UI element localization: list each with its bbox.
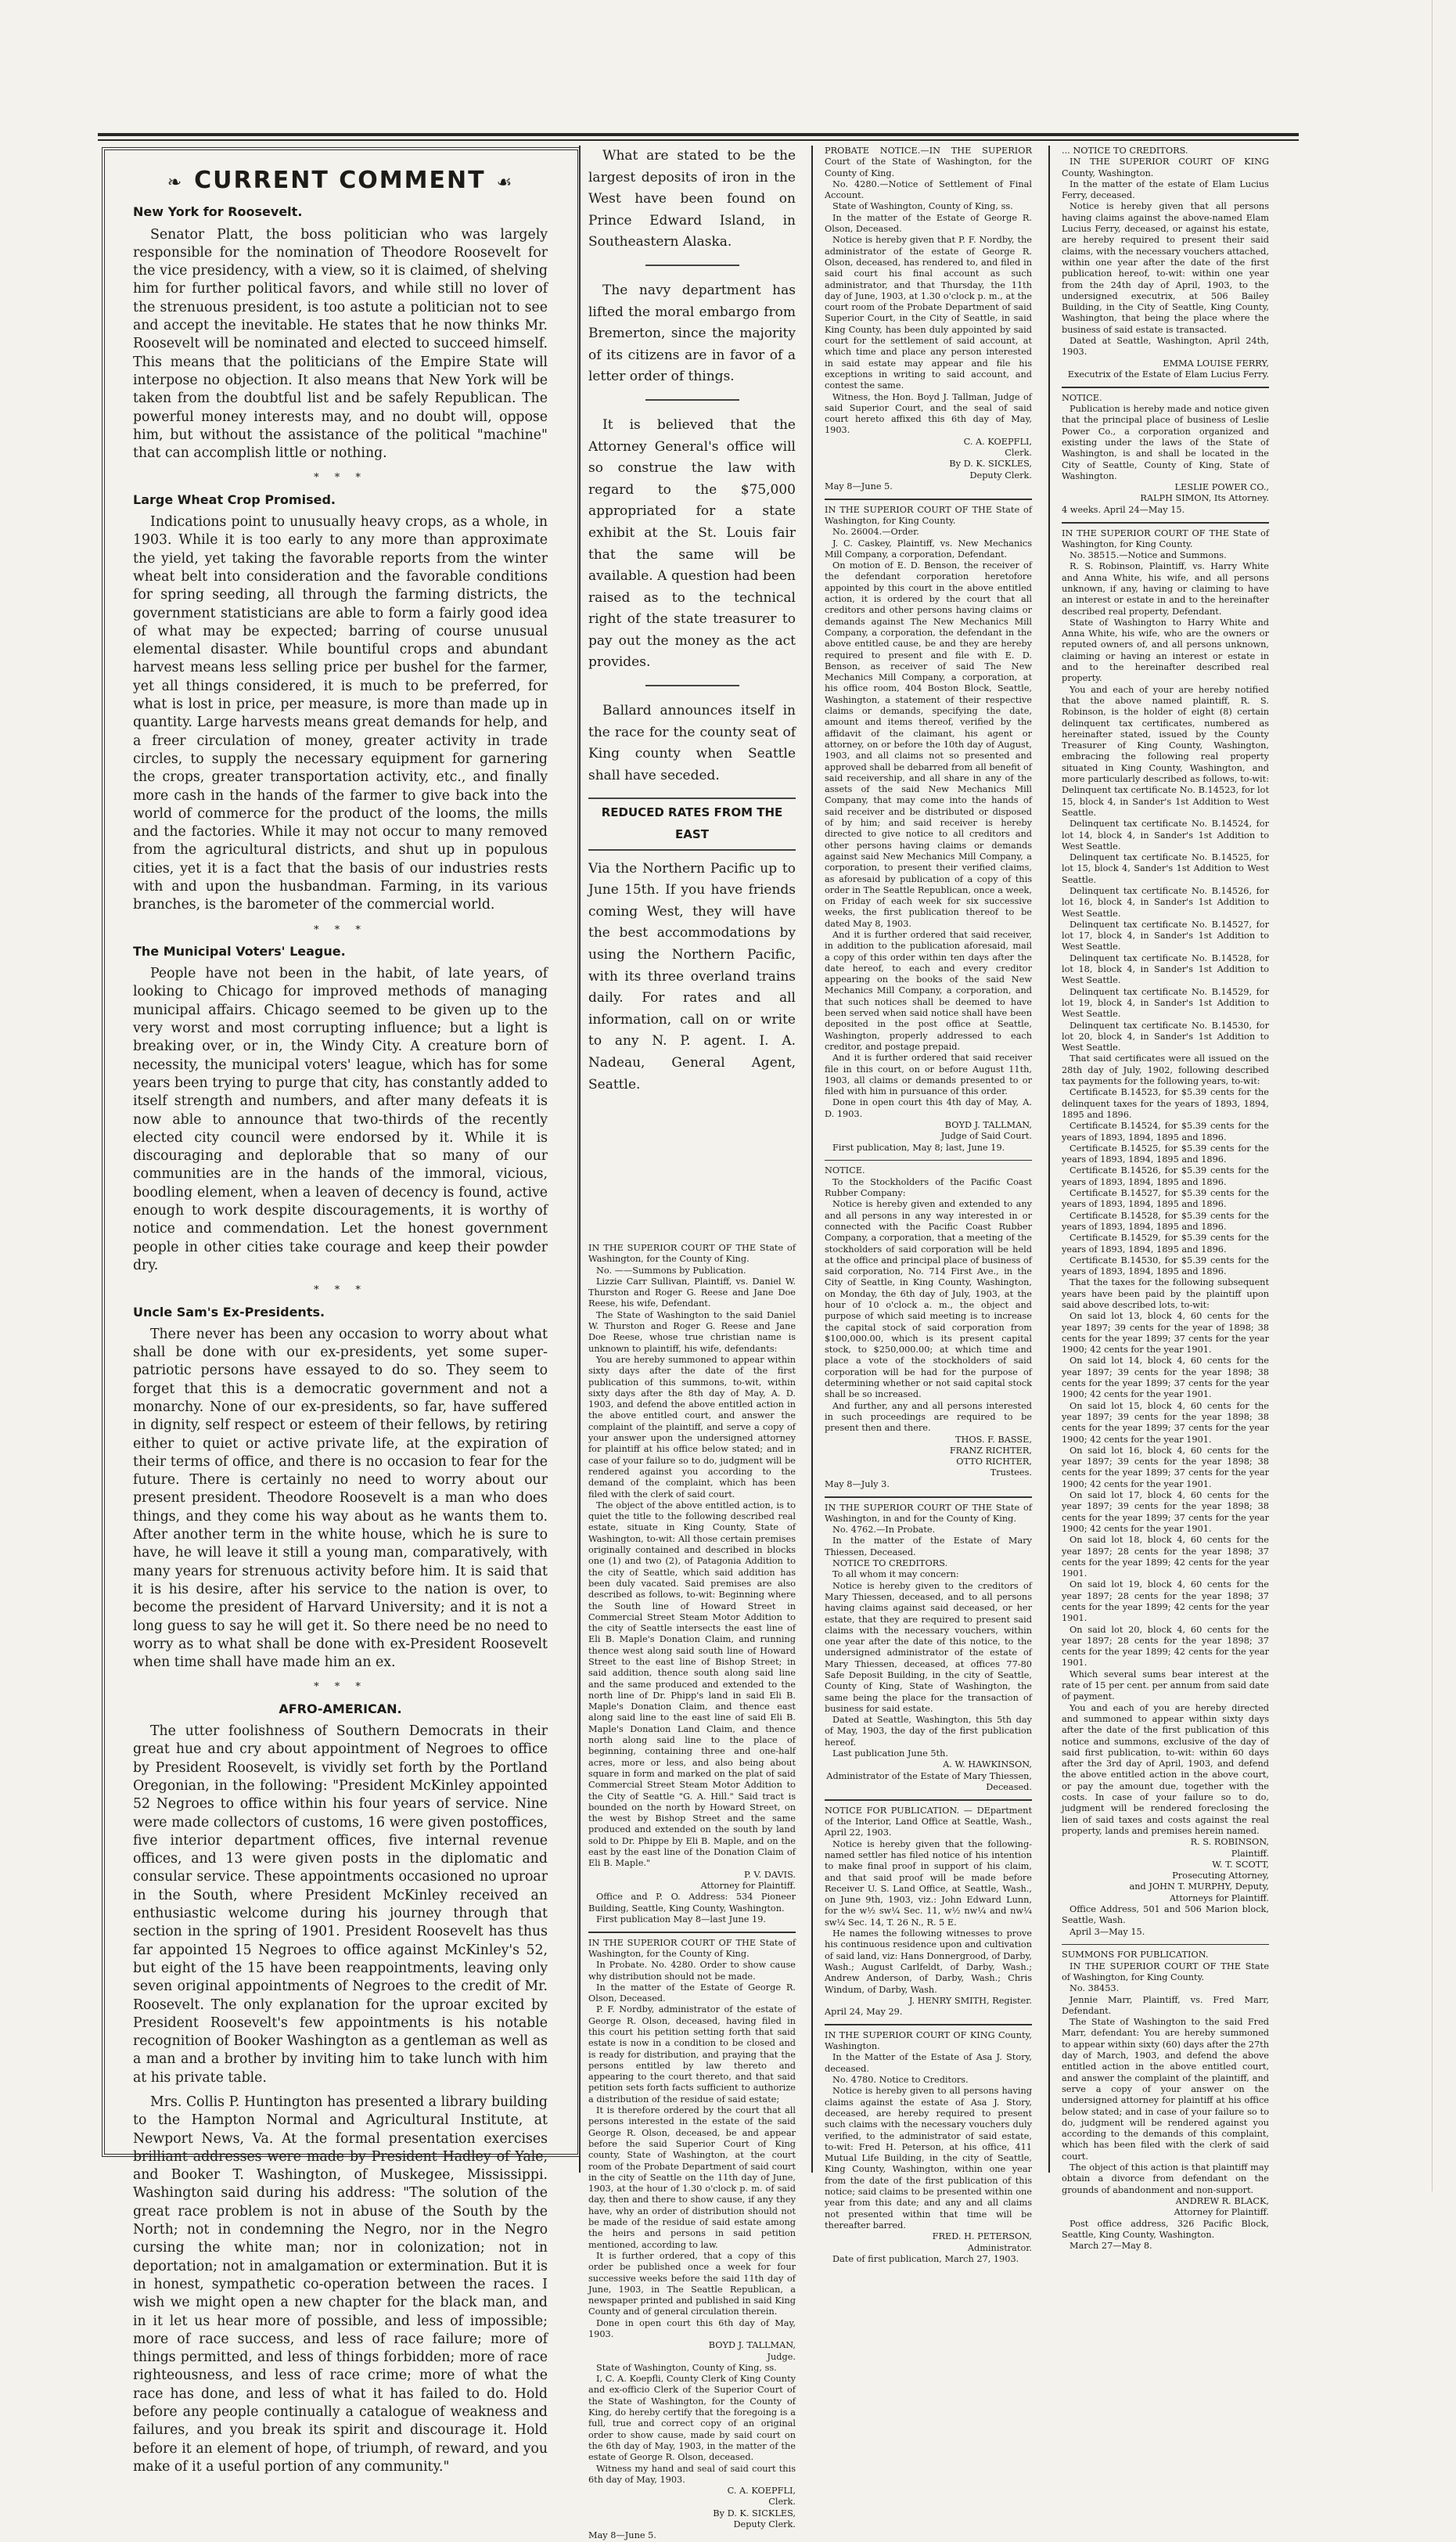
notice-line: Dated at Seattle, Washington, this 5th day of May, 1903, the day of the first publication hereof. [825,1715,1032,1748]
news-item: What are stated to be the largest deposits of iron in the West have been found on Prince Edward Island, in Southeastern Alaska. [588,148,796,250]
notice-signature: ANDREW R. BLACK, [1175,2195,1269,2206]
article-paragraph: Indications point to unusually heavy crops, as a whole, in 1903. While it is too early to any more than approximate the yield, yet taking the favorable reports from the winter wheat belt into consideration and the favorable conditions for spring seeding, all through the farming districts, the government statisticians are able to form a fairly good idea of what may be expected; barring of course unusual elemental disaster. While bountiful crops and abundant harvest means less selling price per bushel for the farmer, yet all things considered, it is much to be preferred, for what is lost in price, per measure, is more than made up in quantity. Large harvests means great demands for help, and a freer circulation of money, greater activity in trade circles, to supply the necessary equipment for garnering the crops, greater transportation activity, etc., and finally more cash in the hands of the farmer to give back into the world of commerce for the product of the looms, the mills and the factories. While it may not occur to many removed from the agricultural districts, and shut up in populous cities, yet it is a fact that the basis of our industries rests with and upon the husbandman. Farming, in its various branches, is the barometer of the commercial world. [133,514,548,913]
notice-line: It is further ordered, that a copy of this order be published once a week for four successive weeks before the said 11th day of June, 1903, in The Seattle Republican, a newspaper printed and published in said King County and of general circulation therein. [588,2250,796,2317]
notice-line: Delinquent tax certificate No. B.14524, for lot 14, block 4, in Sander's 1st Addition to West Seattle. [1062,819,1269,852]
notice-line: IN THE SUPERIOR COURT OF THE State of Washington, for King County. [1062,527,1269,549]
notice-footer: State of Washington, County of King, ss. [596,2362,777,2373]
notice-line: And it is further ordered that said receiver file in this court, on or before August 11th, 1903, all claims or demands presented to or filed with him in pursuance of this order. [825,1053,1032,1097]
news-item: The navy department has lifted the moral embargo from Bremerton, since the majority of its citizens are in favor of a letter order of things. [588,282,796,385]
notice-line: Certificate B.14527, for $5.39 cents for the years of 1893, 1894, 1895 and 1896. [1062,1188,1269,1210]
notice-line: On said lot 13, block 4, 60 cents for the year 1897; 39 cents for the year of 1898; 38 cents for the year 1899; 37 cents for the year 1900; 42 cents for the year 1901. [1062,1311,1269,1356]
short-items-column [588,146,796,1241]
notice-footer: Office Address, 501 and 506 Marion block, Seattle, Wash. [1062,1904,1269,1926]
notice-line: On said lot 19, block 4, 60 cents for the year 1897; 28 cents for the year 1898; 37 cents for the year 1899; 42 cents for the year 1901. [1062,1579,1269,1624]
notice-line: IN THE SUPERIOR COURT OF KING County, Washington. [825,2029,1032,2052]
right-page-edge [1432,0,1433,2191]
notice-footer: Date of first publication, March 27, 1903. [832,2253,1019,2264]
notice-signature: BOYD J. TALLMAN, [944,1120,1032,1131]
notice-line: On said lot 15, block 4, 60 cents for the year 1897; 39 cents for the year 1898; 38 cents for the year 1899; 37 cents for the year 1900; 42 cents for the year 1901. [1062,1400,1269,1445]
notice-line: The State of Washington to the said Daniel W. Thurston and Roger G. Reese and Jane Doe Reese, whose true christian name is unknown to plaintiff, his wife, defendants: [588,1309,796,1354]
news-item: It is believed that the Attorney General's office will so construe the law with regard to the $75,000 appropriated for a state exhibit at the St. Louis fair that the same will be available. A question had been raised as to the technical right of the state treasurer to pay out the money as the act provides. [588,416,796,671]
article-heading: Uncle Sam's Ex-Presidents. [133,1304,325,1320]
top-rule-thick [98,133,1299,136]
news-item: Ballard announces itself in the race for the county seat of King county when Seattle shall have seceded. [588,703,796,783]
ornament-icon: ❧ [167,173,184,193]
notice-signature: Administrator. [967,2242,1032,2253]
notice-signature: THOS. F. BASSE, [954,1434,1032,1445]
notice-line: Last publication June 5th. [832,1748,948,1759]
notice-line: You are hereby summoned to appear within sixty days after the date of the first publication of this summons, to-wit, within sixty days after the 8th day of May, A. D. 1903, and defend the above entitled action in the above entitled court, and answer the complaint of the plaintiff, and serve a copy of your answer upon the undersigned attorney for plaintiff at his office below stated; and in case of your failure so to do, judgment will be rendered against you according to the demand of the complaint, which has been filed with the clerk of said court. [588,1354,796,1500]
short-rule [645,399,739,401]
legal-notices-col3 [825,146,1032,2264]
notice-line: Delinquent tax certificate No. B.14527, for lot 17, block 4, in Sander's 1st Addition to West Seattle. [1062,919,1269,952]
notice-line: No. ——Summons by Publication. [596,1265,746,1276]
notice-line: Certificate B.14524, for $5.39 cents for the years of 1893, 1894, 1895 and 1896. [1062,1121,1269,1143]
notice-signature: J. HENRY SMITH, Register. [908,1995,1032,2006]
notice-line: In the matter of the Estate of George R. Olson, Deceased. [588,1982,796,2004]
notice-line: Notice is hereby given that all persons having claims against the above-named Elam Lucius Ferry, deceased, or against his estate, are hereby required to present their said claims, with the necessary vouchers attached, within one year after the date of the first publication hereof, to-wit: within one year from the 24th day of April, 1903, to the undersigned executrix, at 506 Bailey Building, in the City of Seattle, King County, Washington, that being the place where the business of said estate is transacted. [1062,201,1269,335]
section-stars: * * * [314,1681,367,1694]
notice-signature: C. A. KOEPFLI, [963,436,1032,447]
notice-footer: Office and P. O. Address: 534 Pioneer Building, Seattle, King County, Washington. [588,1892,796,1914]
notice-signature: By D. K. SICKLES, [949,459,1032,470]
notice-line: IN THE SUPERIOR COURT OF THE State of Washington, for the County of King. [588,1937,796,1959]
notice-line: On said lot 20, block 4, 60 cents for the year 1897; 28 cents for the year 1898; 37 cents for the year 1899; 42 cents for the year 1901. [1062,1624,1269,1669]
notice-line: No. 4280.—Notice of Settlement of Final Account. [825,178,1032,201]
notice-footer: March 27—May 8. [1070,2241,1152,2252]
notice-date: April 24, May 29. [825,2007,903,2018]
notice-line: The object of this action is that plaintiff may obtain a divorce from defendant on the grounds of abandonment and non-support. [1062,2162,1269,2195]
notice-signature: P. V. DAVIS. [743,1869,796,1880]
notice-line: That the taxes for the following subsequent years have been paid by the plaintiff upon said above described lots, to-wit: [1062,1277,1269,1310]
notice-line: Delinquent tax certificate No. B.14530, for lot 20, block 4, in Sander's 1st Addition to West Seattle. [1062,1020,1269,1053]
notice-line: On said lot 17, block 4, 60 cents for the year 1897; 39 cents for the year 1898; 38 cents for the year 1899; 37 cents for the year 1900; 42 cents for the year 1901. [1062,1490,1269,1534]
notice-line: You and each of you are hereby directed and summoned to appear within sixty days after the date of the first publication of this notice and summons, exclusive of the day of said first publication, to-wit: within 60 days after the 3rd day of April, 1903, and defend the above entitled action in the above court, or pay the amount due, together with the costs. In case of your failure so to do, judgment will be rendered foreclosing the lien of said taxes and costs against the real property, lands and premises herein named. [1062,1702,1269,1836]
notice-line: Delinquent tax certificate No. B.14526, for lot 16, block 4, in Sander's 1st Addition to West Seattle. [1062,886,1269,919]
notice-line: Certificate B.14526, for $5.39 cents for the years of 1893, 1894, 1895 and 1896. [1062,1165,1269,1187]
current-comment-title: ❧ CURRENT COMMENT ☙ [167,167,514,194]
notice-separator [825,1496,1032,1498]
notice-signature: Trustees. [990,1467,1032,1478]
notice-signature: By D. K. SICKLES, [713,2508,796,2519]
notice-line: And it is further ordered that said receiver, in addition to the publication aforesaid, mail a copy of this order within ten days after the date hereof, to each and every creditor appearing on the books of the said New Mechanics Mill Company, a corporation, and that such notices shall be deemed to have been served when said notice shall have been deposited in the post office at Seattle, Washington, properly addressed to each creditor, and postage prepaid. [825,929,1032,1052]
notice-signature: Judge of Said Court. [940,1131,1032,1142]
short-rule [645,685,739,686]
notice-line: State of Washington to Harry White and Anna White, his wife, who are the owners or reputed owners of, and all persons unknown, claiming or having an interest or estate in and to the hereinafter described real property. [1062,617,1269,684]
notice-line: ... NOTICE TO CREDITORS. [1062,146,1188,156]
article-paragraph: There never has been any occasion to worry about what shall be done with our ex-presidents, yet some super-patriotic persons have essayed to do so. They seem to forget that this is a democratic government and not a monarchy. None of our ex-presidents, so far, have suffered in dignity, self respect or esteem of their fellows, by retiring either to quiet or active private life, at the expiration of their terms of office, and there is no occasion to fear for the future. There is certainly no need to worry about our present president. Theodore Roosevelt is a man who does things, and they come his way about as he wants them to. After another term in the white house, which he is sure to have, he will leave it still a young man, comparatively, with many years for strenuous activity before him. It is said that it is his desire, after his service to the nation is over, to become the president of Harvard University; and it is not a long guess to say he will get it. So there need be no need to worry as to what shall be done with ex-President Roosevelt when time shall have made him an ex. [133,1326,548,1671]
notice-signature: Deputy Clerk. [733,2519,796,2530]
notice-line: Delinquent tax certificate No. B.14525, for lot 15, block 4, Sander's 1st Addition to West Seattle. [1062,852,1269,885]
notice-footer: First publication May 8—last June 19. [596,1914,766,1925]
notice-line: Notice is hereby given and extended to any and all persons in any way interested in or connected with the Pacific Coast Rubber Company, a corporation, that a meeting of the stockholders of said corporation will be held at the office and principal place of business of said corporation, No. 714 First Ave., in the City of Seattle, in King County, Washington, on Monday, the 6th day of July, 1903, at the hour of 10 o'clock a. m., the object and purpose of which said meeting is to increase the capital stock of said corporation from $100,000.00, which is its present capital stock, to $250,000.00; at which time and place a vote of the stockholders of said corporation will be had for the purpose of determining whether or not said capital stock shall be so increased. [825,1199,1032,1400]
notice-line: The object of the above entitled action, is to quiet the title to the following described real estate, situate in King County, State of Washington, to-wit: All those certain premises originally contained and described in blocks one (1) and two (2), of Patagonia Addition to the city of Seattle, which said addition has been duly vacated. Said premises are also described as follows, to-wit: Beginning where the South line of Howard Street in Commercial Street Steam Motor Addition to the city of Seattle intersects the east line of Eli B. Maple's Donation Claim, and running thence west along said south line of Howard Street to the east line of Bishop Street; in said addition, thence south along said line and the same produced and extended to the north line of Dr. Phipp's land in said Eli B. Maple's Donation Claim, and thence east along said line to the east line of said Eli B. Maple's Donation Land Claim, and thence north along said line to the place of beginning, containing three and one-half acres, more or less, and also being about square in form and marked on the plat of said Commercial Street Steam Motor Addition to the City of Seattle "G. A. Hill." Said tract is bounded on the north by Howard Street, on the west by Bishop Street and the same produced and extended on the south by land sold to Dr. Phippe by Eli B. Maple, and on the east by the east line of the Donation Claim of Eli B. Maple." [588,1500,796,1869]
ad-heading: REDUCED RATES FROM THE EAST [588,798,796,850]
legal-notices-col2 [588,1243,796,2541]
notice-separator [1062,387,1269,388]
notice-line: SUMMONS FOR PUBLICATION. [1062,1950,1209,1961]
notice-line: NOTICE FOR PUBLICATION. — DEpartment of the Interior, Land Office at Seattle, Wash., April 22, 1903. [825,1805,1032,1838]
notice-separator [588,1932,796,1933]
notice-signature: Clerk. [768,2497,796,2508]
notice-signature: Attorneys for Plaintiff. [1169,1892,1269,1903]
top-rule-thin [98,139,1299,141]
notice-line: And further, any and all persons interested in such proceedings are required to be present then and there. [825,1400,1032,1434]
article-paragraph: Senator Platt, the boss politician who was largely responsible for the nomination of Theodore Roosevelt for the vice presidency, with a view, so it is claimed, of shelving him for further political favors, and while still no lover of the strenuous president, is too astute a politician not to see and accept the inevitable. He states that he now thinks Mr. Roosevelt will be nominated and elected to succeed himself. This means that the politicians of the Empire State will interpose no objection. It also means that New York will be taken from the doubtful list and be safely Republican. The powerful money interests may, and no doubt will, oppose him, but without the assistance of the political "machine" that can accomplish little or nothing. [133,226,548,462]
notice-line: IN THE SUPERIOR COURT OF THE State of Washington, for King County. [1062,1961,1269,1982]
notice-line: Jennie Marr, Plaintiff, vs. Fred Marr, Defendant. [1062,1994,1269,2016]
notice-line: In the matter of the estate of Elam Lucius Ferry, deceased. [1062,178,1269,201]
notice-line: You and each of your are hereby notified that the above named plaintiff, R. S. Robinson, is the holder of eight (8) certain delinquent tax certificates, numbered as hereinafter stated, issued by the County Treasurer of King County, Washington, embracing the following real property situated in King County, Washington, and more particularly described as follows, to-wit: Delinquent tax certificate No. B.14523, for lot 15, block 4, in Sander's 1st Addition to West Seattle. [1062,684,1269,818]
notice-line: On said lot 18, block 4, 60 cents for the year 1897; 28 cents for the year 1898; 37 cents for the year 1899; 42 cents for the year 1901. [1062,1535,1269,1579]
short-rule [645,265,739,266]
notice-line: IN THE SUPERIOR COURT OF THE State of Washington, for King County. [825,504,1032,526]
notice-signature: Attorney for Plaintiff. [1174,2207,1269,2218]
notice-line: IN THE SUPERIOR COURT OF THE State of Washington, in and for the County of King. [825,1502,1032,1524]
section-stars: * * * [314,472,367,484]
notice-signature: Deputy Clerk. [969,470,1032,481]
notice-line: Delinquent tax certificate No. B.14528, for lot 18, block 4, in Sander's 1st Addition to West Seattle. [1062,952,1269,986]
notice-line: On motion of E. D. Benson, the receiver of the defendant corporation heretofore appointed by this court in the above entitled action, it is ordered by the court that all creditors and other persons having claims or demands against The New Mechanics Mill Company, a corporation, the defendant in the above entitled cause, be and they are hereby required to present and file with E. D. Benson, as receiver of said The New Mechanics Mill Company, a corporation, at his office room, 404 Boston Block, Seattle, Washington, a statement of their respective claims or demands, specifying the date, amount and items thereof, verified by the affidavit of the claimant, his agent or attorney, on or before the 10th day of August, 1903, and all claims not so presented and approved shall be debarred from all benefit of said receivership, and all share in any of the assets of the said New Mechanics Mill Company, that may come into the hands of said receiver and be distributed or disposed of by him; and said receiver is hereby directed to give notice to all creditors and other persons having claims or demands against said New Mechanics Mill Company, a corporation, to present their verified claims, as aforesaid by publication of a copy of this order in The Seattle Republican, once a week, on Friday of each week for six successive weeks, the first publication thereof to be dated May 8, 1903. [825,560,1032,929]
notice-line: Done in open court this 4th day of May, A. D. 1903. [825,1097,1032,1119]
notice-line: Notice is hereby given to all persons having claims against the estate of Asa J. Story, deceased, are hereby required to present such claims with the necessary vouchers duly verified, to the administrator of said estate, to-wit: Fred H. Peterson, at his office, 411 Mutual Life Building, in the city of Seattle, King County, Washington, within one year from the date of the first publication of this notice; said claims to be presented within one year from this date; and any and all claims not presented within that time will be thereafter barred. [825,2086,1032,2231]
notice-signature: Clerk. [1005,448,1032,459]
notice-line: Witness, the Hon. Boyd J. Tallman, Judge of said Superior Court, and the seal of said court hereto affixed this 6th day of May, 1903. [825,391,1032,436]
notice-separator [825,1160,1032,1161]
article-heading: New York for Roosevelt. [133,204,303,220]
notice-footer: April 3—May 15. [1070,1926,1145,1937]
notice-line: R. S. Robinson, Plaintiff, vs. Harry White and Anna White, his wife, and all persons unknown, if any, having or claiming to have an interest or estate in and to the hereinafter described real property, Defendant. [1062,561,1269,617]
notice-footer: Witness my hand and seal of said court this 6th day of May, 1903. [588,2463,796,2485]
notice-line: Certificate B.14525, for $5.39 cents for the years of 1893, 1894, 1895 and 1896. [1062,1143,1269,1165]
column-divider [811,146,813,2173]
notice-line: Done in open court this 6th day of May, 1903. [588,2317,796,2339]
article-paragraph: People have not been in the habit, of late years, of looking to Chicago for improved methods of managing municipal affairs. Chicago seemed to be given up to the very worst and most corrupting influence; but a light is breaking over, or in, the Windy City. A creature born of necessity, the municipal voters' league, which has for some years been trying to purge that city, has constantly added to itself strength and numbers, and after many defeats it is now able to announce that two-thirds of the recently elected city council were endorsed by it. While it is discouraging and deplorable that so many of our communities are in the hands of the immoral, vicious, boodling element, when a leaven of decency is found, active enough to work despite discouragements, it is worthy of notice and commendation. Let the honest government people in other cities take courage and keep their powder dry. [133,966,548,1273]
notice-line: On said lot 16, block 4, 60 cents for the year 1897; 39 cents for the year 1898; 38 cents for the year 1899; 37 cents for the year 1900; 42 cents for the year 1901. [1062,1445,1269,1489]
notice-separator [1062,1944,1269,1946]
notice-line: Delinquent tax certificate No. B.14529, for lot 19, block 4, in Sander's 1st Addition to West Seattle. [1062,986,1269,1020]
notice-line: In Probate. No. 4280. Order to show cause why distribution should not be made. [588,1960,796,1982]
notice-line: No. 26004.—Order. [832,527,919,538]
notice-line: Notice is hereby given that the following-named settler has filed notice of his intention to make final proof in support of his claim, and that said proof will be made before Receiver U. S. Land Office, at Seattle, Wash., on June 9th, 1903, viz.: John Edward Lunn, for the w½ sw¼ Sec. 11, w½ nw¼ and nw¼ sw¼ Sec. 14, T. 26 N., R. 5 E. [825,1838,1032,1928]
ad-text: Via the Northern Pacific up to June 15th. If you have friends coming West, they will have the best accommodations by using the Northern Pacific, with its three overland trains daily. For rates and all information, call on or write to any N. P. agent. I. A. Nadeau, General Agent, Seattle. [588,860,796,1093]
notice-signature: LESLIE POWER CO., [1174,482,1269,493]
notice-line: Certificate B.14529, for $5.39 cents for the years of 1893, 1894, 1895 and 1896. [1062,1233,1269,1255]
notice-signature: C. A. KOEPFLI, [727,2486,796,2497]
notice-line: NOTICE TO CREDITORS. [832,1558,948,1569]
notice-line: No. 38453. [1070,1983,1120,1994]
notice-line: That said certificates were all issued on the 28th day of July, 1902, following described tax payments for the following years, to-wit: [1062,1053,1269,1087]
notice-separator [825,1799,1032,1801]
article-paragraph: The utter foolishness of Southern Democrats in their great hue and cry about appointment of Negroes to office by President Roosevelt, is vividly set forth by the Portland Oregonian, in the following: "President McKinley appointed 52 Negroes to office within his four years of service. Nine were made collectors of customs, 16 were given postoffices, five interior department offices, five internal revenue offices, and 13 were given posts in the diplomatic and consular service. These appointments occasioned no uproar in the South, where President McKinley received an enthusiastic welcome during his journey through that section in the spring of 1901. President Roosevelt has thus far appointed 15 Negroes to office against McKinley's 52, but eight of the 15 have been reappointments, leaving only seven original appointments of Negroes to the credit of Mr. Roosevelt. The only explanation for the uproar excited by President Roosevelt's few appointments is his notable recognition of Booker Washington as a gentleman as well as a man and a brother by inviting him to take lunch with him at his private table. [133,1723,548,2086]
legal-notices-col4 [1062,146,1269,2252]
notice-signature: Administrator of the Estate of Mary Thiessen, Deceased. [826,1770,1032,1792]
notice-line: State of Washington, County of King, ss. [832,201,1013,212]
notice-line: NOTICE. [1062,392,1102,403]
notice-line: Dated at Seattle, Washington, April 24th, 1903. [1062,336,1269,358]
notice-signature: W. T. SCOTT, [1212,1859,1269,1870]
notice-line: In the matter of the Estate of Mary Thiessen, Deceased. [825,1536,1032,1557]
article-paragraph: Mrs. Collis P. Huntington has presented a library building to the Hampton Normal and Agricultural Institute, at Newport News, Va. At the formal presentation exercises brilliant addresses were made by President Hadley of Yale, and Booker T. Washington, of Muskegee, Mississippi. Washington said during his address: "The solution of the great race problem is not in abuse of the South by the North; not in condemning the Negro, nor in the Negro cursing the white man; nor in colonization; not in deportation; not in amalgamation or extermination. But it is in honest, sympathetic co-operation between the races. I wish we might open a new chapter for the black man, and in it let us hear more of possible, and less of impossible; more of race success, and less of race failure; more of things permitted, and less of things forbidden; more of race righteousness, and less of race crime; more of what the race has done, and less of what it has failed to do. Hold before any people continually a catalogue of weakness and failures, and you break its spirit and discourage it. Hold before it an element of hope, of triumph, of reward, and you make of it a useful portion of any community." [133,2094,548,2475]
notice-line: No. 38515.—Notice and Summons. [1070,550,1227,561]
notice-date: 4 weeks. April 24—May 15. [1062,504,1185,515]
notice-line: Notice is hereby given to the creditors of Mary Thiessen, deceased, and to all persons having claims against said deceased, or her estate, that they are required to present said claims with the necessary vouchers, within one year after the date of this notice, to the undersigned administrator of the estate of Mary Thiessen, deceased, at offices 77-80 Safe Deposit Building, in the city of Seattle, County of King, State of Washington, the same being the place for the transaction of business for said estate. [825,1580,1032,1714]
notice-separator [1062,522,1269,524]
notice-line: NOTICE. [825,1165,865,1176]
notice-date: May 8—July 3. [825,1478,890,1489]
notice-line: It is therefore ordered by the court that all persons interested in the estate of the said George R. Olson, deceased, be and appear before the said Superior Court of King county, State of Washington, at the court room of the Probate Department of said court in the city of Seattle on the 11th day of June, 1903, at the hour of 1.30 o'clock p. m. of said day, then and there to show cause, if any they have, why an order of distribution should not be made of the residue of said estate among the heirs and persons in said petition mentioned, according to law. [588,2105,796,2250]
notice-line: IN THE SUPERIOR COURT OF THE State of Washington, for the County of King. [588,1243,796,1265]
notice-date: May 8—June 5. [588,2530,656,2541]
section-stars: * * * [314,1284,367,1297]
notice-line: The State of Washington to the said Fred Marr, defendant: You are hereby summoned to appear within sixty (60) days after the 27th day of March, 1903, and defend the above entitled action in the above entitled court, and answer the complaint of the plaintiff, and serve a copy of your answer on the undersigned attorney for plaintiff at his office below stated; and in case of your failure so to do, judgment will be rendered against you according to the demands of this complaint, which has been filed with the clerk of said court. [1062,2017,1269,2162]
notice-signature: Judge. [767,2351,796,2362]
notice-line: Which several sums bear interest at the rate of 15 per cent. per annum from said date of payment. [1062,1669,1269,1702]
notice-line: Publication is hereby made and notice given that the principal place of business of Leslie Power Co., a corporation organized and existing under the laws of the State of Washington, is and shall be located in the City of Seattle, County of King, State of Washington. [1062,404,1269,481]
notice-signature: OTTO RICHTER, [956,1456,1032,1467]
notice-line: J. C. Caskey, Plaintiff, vs. New Mechanics Mill Company, a corporation, Defendant. [825,538,1032,560]
article-heading: The Municipal Voters' League. [133,943,346,959]
notice-signature: Prosecuting Attorney, [1172,1870,1269,1881]
notice-line: P. F. Nordby, administrator of the estate of George R. Olson, deceased, having filed in this court his petition setting forth that said estate is now in a condition to be closed and is ready for distribution, and praying that the persons entitled by law thereto and appearing to the court thereto, and that said petition sets forth facts sufficient to authorize a distribution of the residue of said estate; [588,2004,796,2105]
notice-signature: A. W. HAWKINSON, [943,1759,1032,1770]
notice-footer: First publication, May 8; last, June 19. [832,1142,1005,1153]
column-divider [1048,146,1050,2173]
notice-separator [825,499,1032,500]
notice-line: Certificate B.14528, for $5.39 cents for the years of 1893, 1894, 1895 and 1896. [1062,1210,1269,1232]
current-comment-articles [133,203,548,2476]
notice-line: Notice is hereby given that P. F. Nordby, the administrator of the estate of George R. Olson, deceased, has rendered to, and filed in said court his final account as such administrator, and that Thursday, the 11th day of June, 1903, at 1.30 o'clock p. m., at the court room of the Probate Department of said Superior Court, in the City of Seattle, in said King County, has been duly appointed by said court for the settlement of said account, at which time and place any person interested in said estate may appear and file his exceptions in writing to said account, and contest the same. [825,235,1032,391]
notice-line: No. 4780. Notice to Creditors. [832,2075,969,2086]
notice-line: Certificate B.14523, for $5.39 cents for the delinquent taxes for the years of 1893, 1894, 1895 and 1896. [1062,1087,1269,1120]
notice-line: Certificate B.14530, for $5.39 cents for the years of 1893, 1894, 1895 and 1896. [1062,1255,1269,1277]
notice-signature: and JOHN T. MURPHY, Deputy, [1129,1881,1269,1892]
notice-signature: Plaintiff. [1231,1848,1269,1859]
article-heading: Large Wheat Crop Promised. [133,491,336,507]
notice-line: PROBATE NOTICE.—IN THE SUPERIOR Court of the State of Washington, for the County of King. [825,146,1032,178]
notice-separator [825,2024,1032,2025]
notice-line: In the Matter of the Estate of Asa J. Story, deceased. [825,2052,1032,2074]
notice-line: On said lot 14, block 4, 60 cents for the year 1897; 39 cents for the year 1898; 38 cents for the year 1899; 37 cents for the year 1900; 42 cents for the year 1901. [1062,1356,1269,1400]
section-stars: * * * [314,924,367,936]
notice-line: In the matter of the Estate of George R. Olson, Deceased. [825,212,1032,235]
notice-signature: FRANZ RICHTER, [949,1445,1032,1456]
notice-signature: BOYD J. TALLMAN, [708,2340,796,2351]
notice-signature: Attorney for Plaintiff. [700,1880,796,1891]
current-comment-column [116,162,562,2475]
notice-signature: EMMA LOUISE FERRY, [1163,358,1269,369]
notice-signature: FRED. H. PETERSON, [932,2231,1032,2242]
notice-line: To the Stockholders of the Pacific Coast Rubber Company: [825,1176,1032,1199]
notice-signature: Executrix of the Estate of Elam Lucius Ferry. [1067,369,1269,380]
notice-line: To all whom it may concern: [832,1569,959,1580]
notice-line: IN THE SUPERIOR COURT OF KING County, Washington. [1062,157,1269,178]
notice-line: Lizzie Carr Sullivan, Plaintiff, vs. Daniel W. Thurston and Roger G. Reese and Jane Doe Reese, his wife, Defendant. [588,1276,796,1309]
notice-signature: RALPH SIMON, Its Attorney. [1140,493,1269,504]
ornament-icon: ☙ [496,173,514,193]
notice-footer: Post office address, 326 Pacific Block, Seattle, King County, Washington. [1062,2218,1269,2240]
article-heading: AFRO-AMERICAN. [279,1701,402,1716]
notice-line: No. 4762.—In Probate. [832,1525,936,1536]
notice-signature: R. S. ROBINSON, [1190,1837,1269,1848]
notice-line: He names the following witnesses to prove his continuous residence upon and cultivation of said land, viz: Hans Donnergrood, of Darby, Wash.; August Carlfeldt, of Darby, Wash.; Andrew Anderson, of Darby, Wash.; Chris Windum, of Darby, Wash. [825,1928,1032,1995]
notice-date: May 8—June 5. [825,481,893,491]
notice-footer: I, C. A. Koepfli, County Clerk of King County and ex-officio Clerk of the Superior Court of the State of Washington, for the County of King, do hereby certify that the foregoing is a full, true and correct copy of an original order to show cause, made by said court on the 6th day of May, 1903, in the matter of the estate of George R. Olson, deceased. [588,2374,796,2463]
